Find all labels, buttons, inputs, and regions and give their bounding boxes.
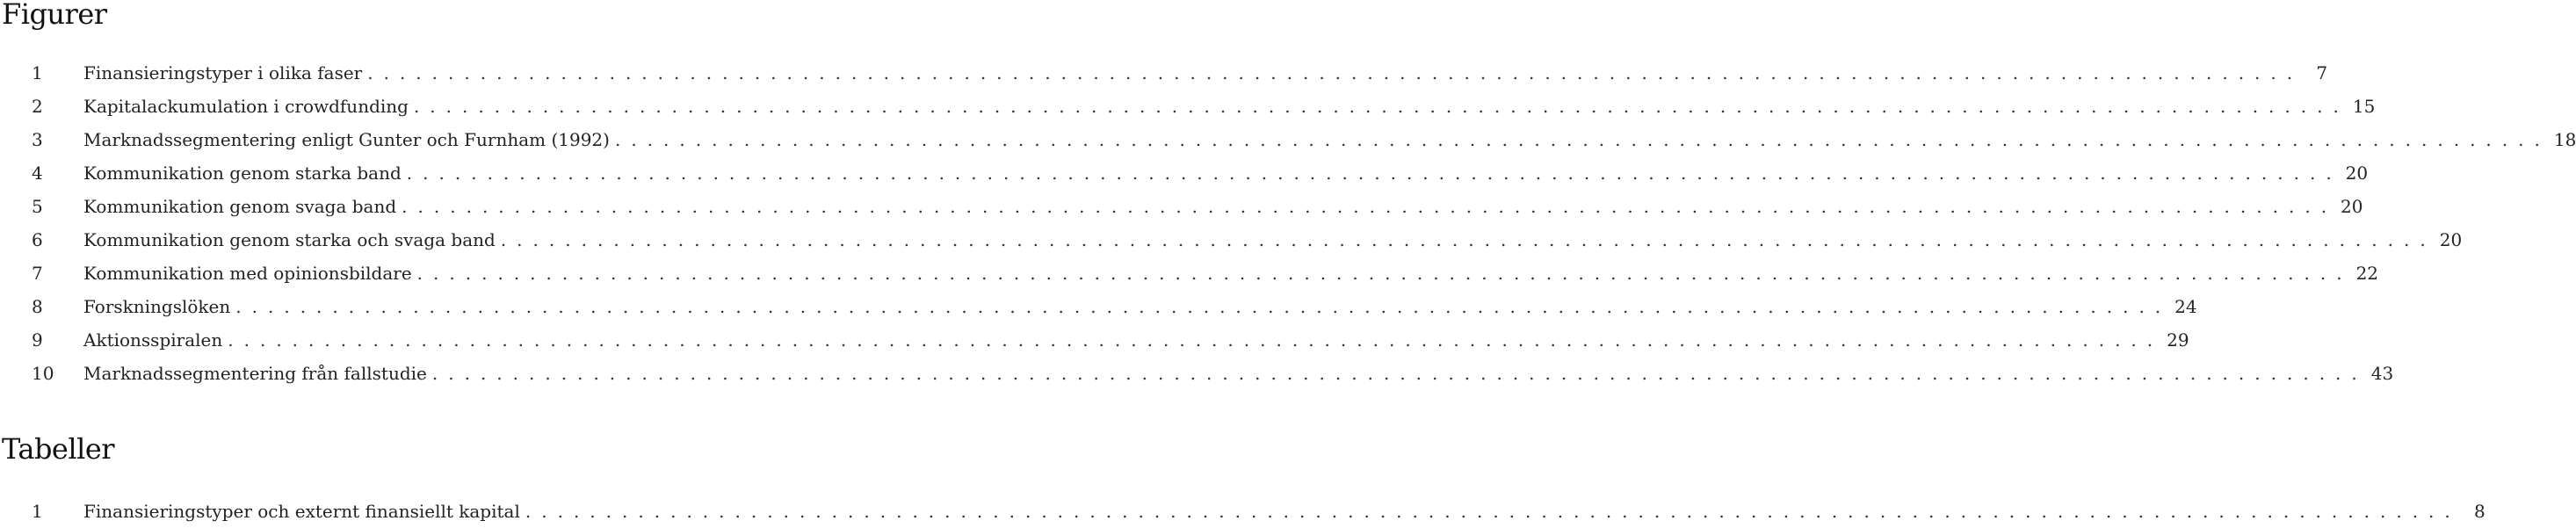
entry-number: 1 — [32, 62, 43, 83]
figure-entry[interactable] — [0, 257, 2379, 290]
figure-entry[interactable] — [0, 56, 2328, 90]
entry-page-number: 20 — [2439, 229, 2463, 250]
entry-page-number: 18 — [2553, 129, 2576, 150]
entry-title: Kommunikation med opinionsbildare — [83, 263, 412, 284]
entry-number: 6 — [32, 229, 43, 250]
entry-page-number: 43 — [2370, 363, 2394, 384]
entry-number: 3 — [32, 129, 43, 150]
figures-list — [0, 56, 2576, 390]
entry-title: Marknadssegmentering från fallstudie — [83, 363, 427, 384]
entry-page-number: 24 — [2174, 296, 2197, 317]
entry-number: 9 — [32, 329, 43, 351]
entry-title: Kommunikation genom starka och svaga band — [83, 229, 496, 250]
figure-entry[interactable] — [0, 190, 2363, 223]
figures-heading: Figurer — [2, 0, 107, 31]
entry-title: Forskningslöken — [83, 296, 231, 317]
table-entry[interactable] — [0, 495, 2486, 528]
dot-leader: ........................................................................................................................ — [228, 329, 2164, 351]
entry-title: Finansieringstyper och externt finansiellt kapital — [83, 501, 520, 522]
dot-leader: ........................................................................................................................ — [525, 501, 2461, 522]
entry-number: 2 — [32, 96, 43, 117]
entry-title: Kapitalackumulation i crowdfunding — [83, 96, 409, 117]
entry-body — [83, 196, 2363, 217]
dot-leader: ........................................................................................................................ — [431, 363, 2368, 384]
entry-number: 5 — [32, 196, 43, 217]
dot-leader: ........................................................................................................................ — [235, 296, 2172, 317]
dot-leader: ........................................................................................................................ — [406, 163, 2342, 184]
entry-body — [83, 363, 2394, 384]
dot-leader: ........................................................................................................................ — [402, 196, 2338, 217]
entry-body — [83, 501, 2486, 522]
figure-entry[interactable] — [0, 223, 2463, 257]
entry-page-number: 29 — [2167, 329, 2189, 351]
entry-number: 4 — [32, 163, 43, 184]
figure-entry[interactable] — [0, 90, 2376, 123]
entry-body — [83, 62, 2328, 83]
entry-page-number: 7 — [2316, 62, 2328, 83]
entry-title: Kommunikation genom svaga band — [83, 196, 397, 217]
entry-title: Kommunikation genom starka band — [83, 163, 402, 184]
entry-page-number: 22 — [2355, 263, 2379, 284]
dot-leader: ........................................................................................................................ — [367, 62, 2304, 83]
figure-entry[interactable] — [0, 290, 2197, 323]
figure-entry[interactable] — [0, 323, 2189, 357]
entry-body — [83, 229, 2463, 250]
entry-title: Marknadssegmentering enligt Gunter och Furnham (1992) — [83, 129, 610, 150]
entry-page-number: 20 — [2341, 196, 2363, 217]
entry-body — [83, 296, 2197, 317]
figure-entry[interactable] — [0, 123, 2576, 156]
entry-title: Finansieringstyper i olika faser — [83, 62, 363, 83]
tables-heading: Tabeller — [2, 432, 115, 466]
entry-page-number: 8 — [2474, 501, 2486, 522]
entry-body — [83, 129, 2576, 150]
entry-title: Aktionsspiralen — [83, 329, 223, 351]
entry-body — [83, 263, 2379, 284]
dot-leader: ........................................................................................................................ — [416, 263, 2353, 284]
entry-body — [83, 329, 2189, 351]
entry-number: 8 — [32, 296, 43, 317]
figure-entry[interactable] — [0, 156, 2369, 190]
dot-leader: ........................................................................................................................ — [500, 229, 2436, 250]
entry-page-number: 20 — [2345, 163, 2369, 184]
entry-number: 10 — [32, 363, 54, 384]
tables-list — [0, 495, 2486, 528]
dot-leader: ........................................................................................................................ — [614, 129, 2551, 150]
entry-body — [83, 163, 2369, 184]
entry-page-number: 15 — [2352, 96, 2376, 117]
entry-number: 7 — [32, 263, 43, 284]
figure-entry[interactable] — [0, 357, 2394, 390]
entry-body — [83, 96, 2376, 117]
entry-number: 1 — [32, 501, 43, 522]
dot-leader: ........................................................................................................................ — [413, 96, 2349, 117]
